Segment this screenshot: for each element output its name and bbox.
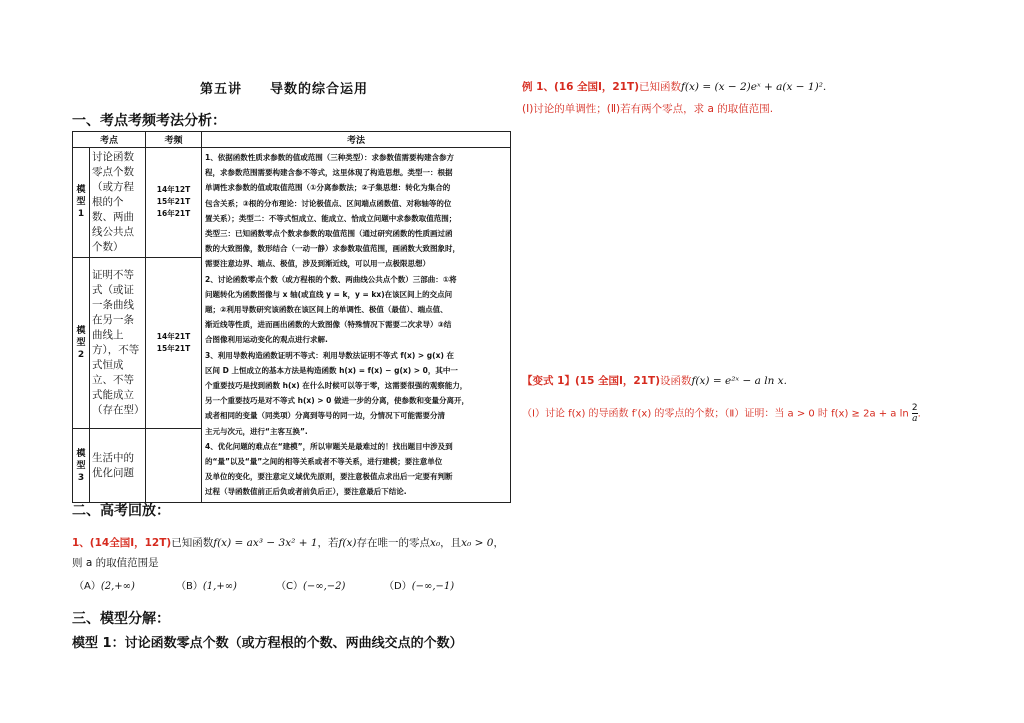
exam-point: 生活中的优化问题: [90, 429, 146, 502]
frequency: 14年12T 15年21T 16年21T: [146, 148, 202, 258]
function-expression: f(x) = ax³ − 3x² + 1: [213, 537, 318, 549]
header-method: 考法: [202, 132, 511, 148]
model1-heading: 模型 1：讨论函数零点个数（或方程根的个数、两曲线交点的个数）: [72, 636, 463, 651]
review-question-line2: 则 a 的取值范围是: [72, 557, 159, 569]
option-a: （A）(2,+∞): [74, 581, 135, 592]
model-label: 模 型 2: [73, 257, 90, 429]
fraction: $\frac{2}{a}$: [911, 403, 918, 424]
lecture-number: 第五讲: [200, 82, 243, 97]
variant-1-questions: （Ⅰ）讨论 f(x) 的导函数 f′(x) 的零点的个数；（Ⅱ）证明：当 a > 0 时 f(x) ≥ 2a + a ln $\frac{2}{a}$ .: [522, 403, 921, 424]
example-1: 例 1、(16 全国Ⅰ，21T)已知函数f(x) = (x − 2)eˣ + a(x − 1)².: [522, 81, 827, 93]
variant-function: f(x) = e²ˣ − a ln x.: [691, 375, 787, 387]
header-point: 考点: [73, 132, 146, 148]
question-source: 1、(14全国Ⅰ，12T): [72, 537, 172, 549]
exam-point: 讨论函数零点个数（或方程根的个数、两曲线公共点个数）: [90, 148, 146, 258]
frequency: 14年21T 15年21T: [146, 257, 202, 429]
exam-point: 证明不等式（或证一条曲线在另一条曲线上方），不等式恒成立、不等式能成立（存在型）: [90, 257, 146, 429]
analysis-table: [72, 131, 511, 503]
header-frequency: 考频: [146, 132, 202, 148]
variant-source: 【变式 1】(15 全国Ⅰ，21T): [522, 375, 661, 387]
review-question: 1、(14全国Ⅰ，12T)已知函数f(x) = ax³ − 3x² + 1，若f(x)存在唯一的零点x₀，且x₀ > 0，: [72, 537, 504, 549]
variant-1: 【变式 1】(15 全国Ⅰ，21T)设函数f(x) = e²ˣ − a ln x.: [522, 375, 787, 387]
option-c: （C）(−∞,−2): [276, 581, 346, 592]
example-function: f(x) = (x − 2)eˣ + a(x − 1)².: [681, 81, 827, 93]
lecture-topic: 导数的综合运用: [270, 82, 369, 97]
table-header-row: [73, 132, 511, 148]
table-row: [73, 148, 511, 258]
model-label: 模 型 1: [73, 148, 90, 258]
option-d: （D）(−∞,−1): [384, 581, 455, 592]
model-label: 模 型 3: [73, 429, 90, 502]
option-b: （B）(1,+∞): [176, 581, 237, 592]
example-1-questions: (Ⅰ)讨论的单调性；(Ⅱ)若有两个零点，求 a 的取值范围.: [522, 103, 774, 115]
example-source: 例 1、(16 全国Ⅰ，21T): [522, 81, 640, 93]
frequency: [146, 429, 202, 502]
section-heading-model: 三、模型分解：: [72, 611, 170, 627]
section-heading-analysis: 一、考点考频考法分析：: [72, 113, 226, 129]
page-title: [200, 78, 368, 97]
method-cell: 1、依据函数性质求参数的值或范围（三种类型）：求参数值需要构建含参方 程，求参数范围需要构建含参不等式，这里体现了构造思想。类型一：根据 单调性求参数的值或取值范围（①分离参数法；②子集思想：转化为集合的 包含关系；③根的分布理论：讨论极值点、区间端点函数值、对称轴等的位 置关系）；类型二：不等式恒成立、能成立、恰成立问题中求参数取值范围； 类型三：已知函数零点个数求参数的取值范围（通过研究函数的性质画过函 数的大致图像，数形结合（一动一静）求参数取值范围，画函数大致图象时， 需要注意边界、端点、极值，涉及到渐近线，可以用一点极限思想） 2、讨论函数零点个数（或方程根的个数、两曲线公共点个数）三部曲：①将 问题转化为函数图像与 x 轴(或直线 y = k，y = kx)在该区间上的交点问 题；②利用导数研究该函数在该区间上的单调性、极值（最值）、端点值、 渐近线等性质，进而画出函数的大致图像（特殊情况下需要二次求导）③结 合图像利用运动变化的观点进行求解. 3、利用导数构造函数证明不等式：利用导数法证明不等式 f(x) > g(x) 在 区间 D 上恒成立的基本方法是构造函数 h(x) = f(x) − g(x) > 0，其中一 个重要技巧是找到函数 h(x) 在什么时候可以等于零，这需要很强的观察能力， 另一个重要技巧是对不等式 h(x) > 0 做进一步的分离，使参数和变量分离开， 或者相同的变量（同类项）分离到等号的同一边，分情况下可能需要分清 主元与次元，进行“主客互换”. 4、优化问题的难点在“建模”，所以审题关是最难过的！找出题目中涉及到 的“量”以及“量”之间的相等关系或者不等关系，进行建模；要注意单位 及单位的变化，要注意定义域优先原则，要注意极值点求出后一定要有判断 过程（导函数值前正后负或者前负后正），要注意最后下结论.: [202, 148, 511, 503]
section-heading-review: 二、高考回放：: [72, 503, 170, 519]
